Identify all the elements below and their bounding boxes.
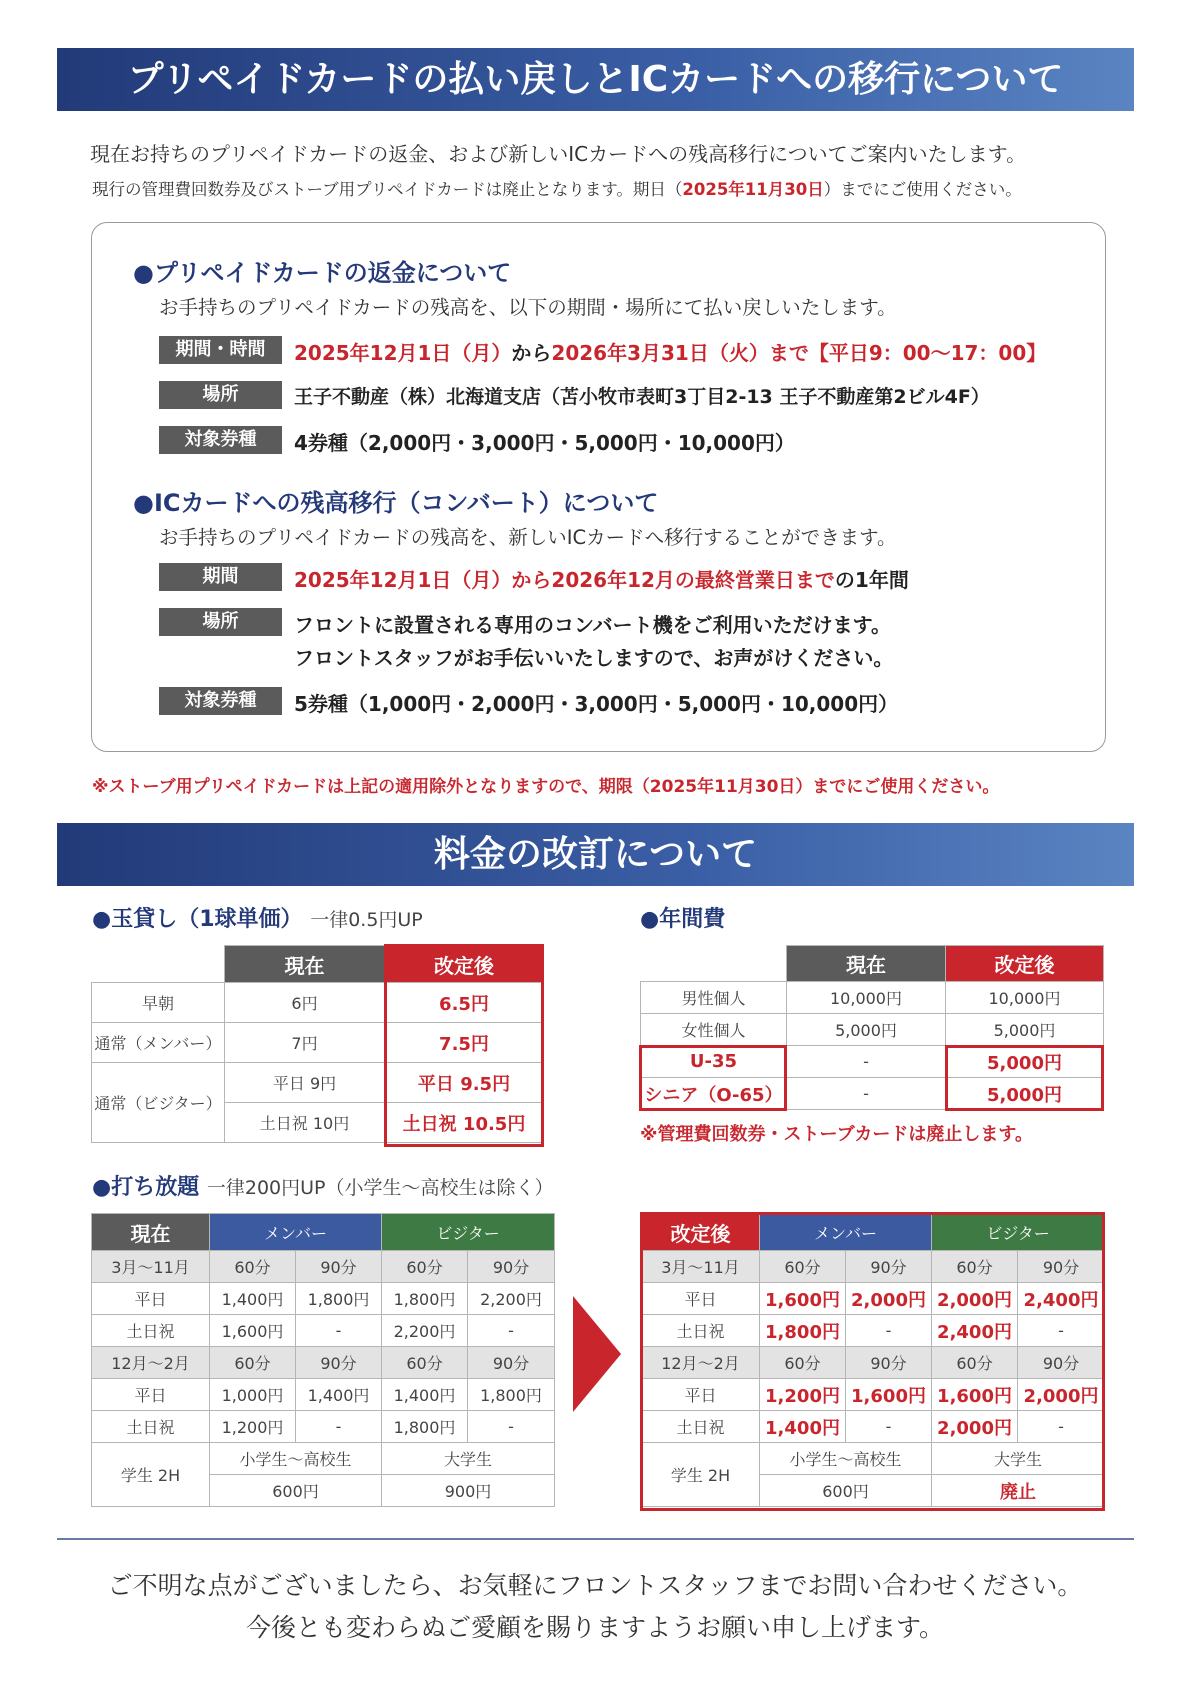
student-b-price: 900円 (382, 1475, 555, 1507)
annual-row-current: - (787, 1046, 946, 1078)
refund-period-end: 2026年3月31日（火）まで【平日9：00～17：00】 (551, 341, 1047, 365)
day-label: 平日 (92, 1283, 210, 1315)
day-label: 土日祝 (642, 1411, 760, 1443)
uchihoudai-title: ●打ち放題 (92, 1175, 200, 1200)
price-cell: - (468, 1315, 555, 1347)
uchihoudai-heading (92, 1170, 554, 1201)
season-label: 12月～2月 (92, 1347, 210, 1379)
annual-row-current: - (787, 1078, 946, 1110)
stove-card-note: ※ストーブ用プリペイドカードは上記の適用除外となりますので、期限（2025年11月30日）までにご使用ください。 (92, 777, 1000, 797)
price-cell: 1,600円 (760, 1283, 846, 1315)
tamagashi-heading (92, 902, 423, 933)
annual-row-revised: 5,000円 (946, 1078, 1104, 1110)
arrow-right-icon (573, 1296, 621, 1412)
tamagashi-table (91, 945, 544, 1143)
refund-place: 王子不動産（株）北海道支店（苫小牧市表町3丁目2-13 王子不動産第2ビル4F） (294, 386, 990, 408)
day-label: 土日祝 (92, 1411, 210, 1443)
price-cell: 2,000円 (846, 1283, 932, 1315)
annual-col-current: 現在 (787, 946, 946, 982)
tamagashi-visitor-label: 通常（ビジター） (92, 1063, 225, 1143)
duration-label: 60分 (210, 1251, 296, 1283)
price-cell: 1,800円 (382, 1411, 468, 1443)
visitor-header: ビジター (932, 1214, 1105, 1251)
annual-row-current: 5,000円 (787, 1014, 946, 1046)
duration-label: 90分 (296, 1347, 382, 1379)
annual-row-label: シニア（O-65） (641, 1078, 787, 1110)
duration-label: 90分 (846, 1347, 932, 1379)
price-cell: 1,600円 (932, 1379, 1018, 1411)
annual-row-current: 10,000円 (787, 982, 946, 1014)
price-cell: 1,400円 (210, 1283, 296, 1315)
price-cell: 1,400円 (760, 1411, 846, 1443)
price-cell: 1,600円 (846, 1379, 932, 1411)
day-label: 平日 (92, 1379, 210, 1411)
price-cell: 1,800円 (760, 1315, 846, 1347)
duration-label: 60分 (382, 1251, 468, 1283)
price-cell: 2,000円 (932, 1283, 1018, 1315)
convert-types: 5券種（1,000円・2,000円・3,000円・5,000円・10,000円） (294, 692, 899, 716)
tamagashi-row-label: 通常（メンバー） (92, 1023, 225, 1063)
price-cell: 2,200円 (382, 1315, 468, 1347)
price-cell: 1,000円 (210, 1379, 296, 1411)
student-b-label: 大学生 (382, 1443, 555, 1475)
student-b-price: 廃止 (932, 1475, 1105, 1507)
student-label: 学生 2H (92, 1443, 210, 1507)
annual-table (640, 945, 1104, 1110)
student-b-label: 大学生 (932, 1443, 1105, 1475)
uchihoudai-sub: 一律200円UP（小学生～高校生は除く） (206, 1177, 554, 1199)
day-label: 土日祝 (642, 1315, 760, 1347)
convert-place-1: フロントに設置される専用のコンバート機をご利用いただけます。 (294, 613, 891, 637)
student-a-label: 小学生～高校生 (210, 1443, 382, 1475)
empty-cell (92, 946, 225, 983)
price-cell: - (296, 1315, 382, 1347)
tamagashi-row-label: 早朝 (92, 983, 225, 1023)
annual-row-label: U-35 (641, 1046, 787, 1078)
refund-types: 4券種（2,000円・3,000円・5,000円・10,000円） (294, 431, 795, 455)
notice-date: 2025年11月30日 (682, 180, 824, 199)
annual-row-revised: 5,000円 (946, 1014, 1104, 1046)
tamagashi-row-current: 7円 (225, 1023, 385, 1063)
season-label: 3月～11月 (92, 1251, 210, 1283)
uchihoudai-current-label: 現在 (92, 1214, 210, 1251)
closing-line-1: ご不明な点がございましたら、お気軽にフロントスタッフまでお問い合わせください。 (107, 1571, 1083, 1600)
price-cell: 2,400円 (1018, 1283, 1105, 1315)
duration-label: 90分 (468, 1347, 555, 1379)
duration-label: 90分 (846, 1251, 932, 1283)
tamagashi-visitor-holiday-current: 土日祝 10円 (225, 1103, 385, 1143)
duration-label: 60分 (210, 1347, 296, 1379)
duration-label: 90分 (468, 1251, 555, 1283)
abolish-notice (92, 176, 1132, 200)
price-cell: 2,200円 (468, 1283, 555, 1315)
duration-label: 60分 (932, 1347, 1018, 1379)
day-label: 平日 (642, 1283, 760, 1315)
student-a-price: 600円 (210, 1475, 382, 1507)
tamagashi-visitor-holiday-revised: 土日祝 10.5円 (385, 1103, 544, 1143)
annual-note: ※管理費回数券・ストーブカードは廃止します。 (640, 1124, 1033, 1145)
convert-description: お手持ちのプリペイドカードの残高を、新しいICカードへ移行することができます。 (159, 526, 897, 549)
refund-description: お手持ちのプリペイドカードの残高を、以下の期間・場所にて払い戻しいたします。 (159, 296, 897, 319)
season-label: 3月～11月 (642, 1251, 760, 1283)
tamagashi-row-revised: 7.5円 (385, 1023, 544, 1063)
price-cell: - (468, 1411, 555, 1443)
empty-cell (641, 946, 787, 982)
closing-line-2: 今後とも変わらぬご愛顧を賜りますようお願い申し上げます。 (245, 1613, 944, 1642)
annual-row-label: 女性個人 (641, 1014, 787, 1046)
convert-place-tag: 場所 (159, 608, 282, 636)
refund-heading: ●プリペイドカードの返金について (133, 259, 512, 287)
tamagashi-visitor-weekday-current: 平日 9円 (225, 1063, 385, 1103)
price-cell: 2,000円 (1018, 1379, 1105, 1411)
tamagashi-title: ●玉貸し（1球単価） (92, 907, 303, 932)
price-cell: 1,400円 (382, 1379, 468, 1411)
price-cell: 1,600円 (210, 1315, 296, 1347)
refund-period-start: 2025年12月1日（月） (294, 341, 512, 365)
duration-label: 60分 (932, 1251, 1018, 1283)
price-cell: - (296, 1411, 382, 1443)
price-cell: 1,200円 (210, 1411, 296, 1443)
member-header: メンバー (210, 1214, 382, 1251)
duration-label: 60分 (760, 1347, 846, 1379)
price-cell: - (846, 1315, 932, 1347)
duration-label: 60分 (382, 1347, 468, 1379)
notice-pre: 現行の管理費回数券及びストーブ用プリペイドカードは廃止となります。期日（ (92, 180, 683, 199)
refund-period (294, 337, 1046, 366)
visitor-header: ビジター (382, 1214, 555, 1251)
price-cell: 1,400円 (296, 1379, 382, 1411)
price-cell: - (1018, 1411, 1105, 1443)
tamagashi-col-current: 現在 (225, 946, 385, 983)
tamagashi-sub: 一律0.5円UP (310, 909, 423, 931)
price-cell: - (846, 1411, 932, 1443)
annual-row-label: 男性個人 (641, 982, 787, 1014)
price-cell: - (1018, 1315, 1105, 1347)
tamagashi-row-revised: 6.5円 (385, 983, 544, 1023)
section1-title: プリペイドカードの払い戻しとICカードへの移行について (57, 48, 1134, 111)
convert-period-tag: 期間 (159, 563, 282, 591)
price-cell: 1,200円 (760, 1379, 846, 1411)
day-label: 平日 (642, 1379, 760, 1411)
refund-types-tag: 対象券種 (159, 426, 282, 454)
refund-period-tag: 期間・時間 (159, 336, 282, 364)
price-cell: 2,400円 (932, 1315, 1018, 1347)
convert-heading: ●ICカードへの残高移行（コンバート）について (133, 489, 659, 517)
annual-heading: ●年間費 (640, 907, 726, 932)
convert-place-2: フロントスタッフがお手伝いいたしますので、お声がけください。 (294, 646, 894, 670)
price-cell: 1,800円 (468, 1379, 555, 1411)
duration-label: 90分 (1018, 1347, 1105, 1379)
uchihoudai-revised-label: 改定後 (642, 1214, 760, 1251)
student-a-price: 600円 (760, 1475, 932, 1507)
intro-text: 現在お持ちのプリペイドカードの返金、および新しいICカードへの残高移行についてご案内いたします。 (90, 142, 1027, 166)
refund-place-tag: 場所 (159, 381, 282, 409)
student-a-label: 小学生～高校生 (760, 1443, 932, 1475)
convert-period-range: 2025年12月1日（月）から2026年12月の最終営業日まで (294, 568, 835, 592)
uchihoudai-revised-table (641, 1213, 1105, 1507)
price-cell: 1,800円 (296, 1283, 382, 1315)
tamagashi-row-current: 6円 (225, 983, 385, 1023)
duration-label: 60分 (760, 1251, 846, 1283)
annual-col-revised: 改定後 (946, 946, 1104, 982)
convert-types-tag: 対象券種 (159, 687, 282, 715)
annual-row-revised: 5,000円 (946, 1046, 1104, 1078)
uchihoudai-current-table (91, 1213, 555, 1507)
footer-divider (57, 1538, 1134, 1540)
price-cell: 1,800円 (382, 1283, 468, 1315)
duration-label: 90分 (1018, 1251, 1105, 1283)
refund-period-from: から (511, 341, 552, 365)
tamagashi-col-revised: 改定後 (385, 946, 544, 983)
tamagashi-visitor-weekday-revised: 平日 9.5円 (385, 1063, 544, 1103)
section2-title: 料金の改訂について (57, 823, 1134, 886)
notice-post: ）までにご使用ください。 (823, 180, 1022, 199)
day-label: 土日祝 (92, 1315, 210, 1347)
duration-label: 90分 (296, 1251, 382, 1283)
annual-row-revised: 10,000円 (946, 982, 1104, 1014)
convert-period-suffix: の1年間 (834, 568, 909, 592)
price-cell: 2,000円 (932, 1411, 1018, 1443)
student-label: 学生 2H (642, 1443, 760, 1507)
season-label: 12月～2月 (642, 1347, 760, 1379)
convert-period (294, 564, 909, 593)
member-header: メンバー (760, 1214, 932, 1251)
